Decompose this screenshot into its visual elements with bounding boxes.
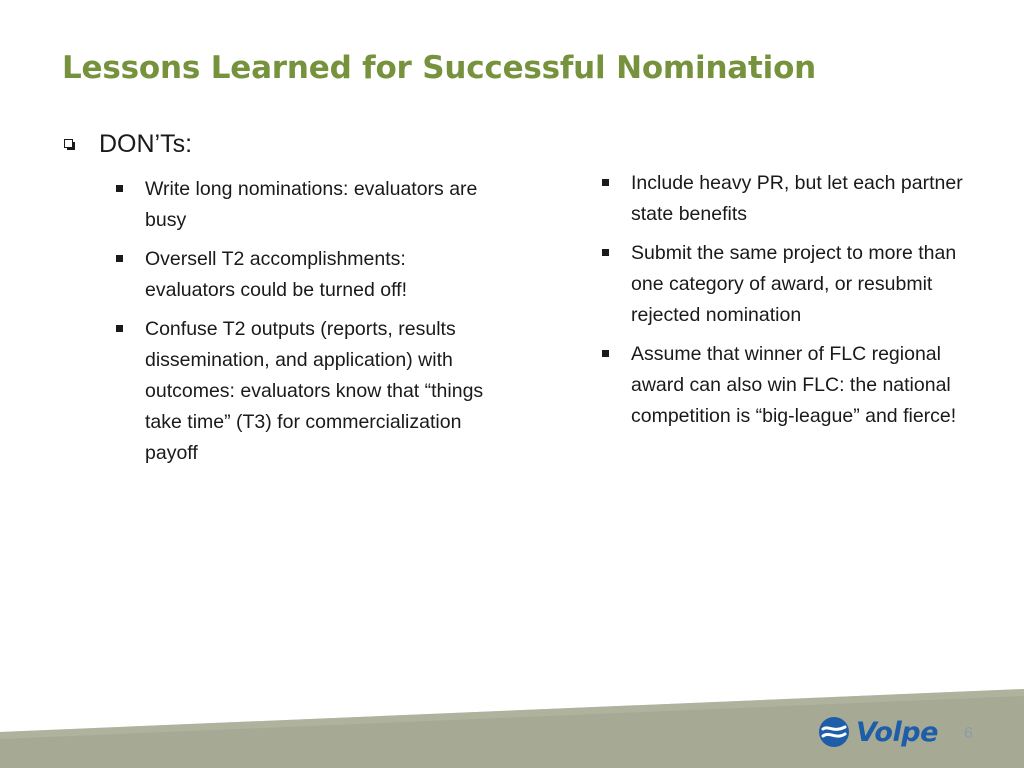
list-item [114, 244, 494, 306]
list-item-text: Confuse T2 outputs (reports, results dissemination, and application) with outcomes: evaluators know that “things take time” (T3) for commercialization payoff [145, 318, 484, 464]
filled-square-bullet-icon [116, 255, 123, 262]
filled-square-bullet-icon [116, 325, 123, 332]
list-item [114, 314, 494, 469]
shadowed-square-bullet-icon [64, 139, 75, 150]
logo-wordmark: Volpe [856, 716, 938, 748]
list-item [600, 238, 980, 331]
filled-square-bullet-icon [602, 179, 609, 186]
list-item [600, 168, 980, 230]
list-item-text: Submit the same project to more than one category of award, or resubmit rejected nomination [631, 242, 957, 326]
section-heading [64, 130, 192, 159]
left-bullet-list [114, 174, 494, 477]
list-item-text: Oversell T2 accomplishments: evaluators could be turned off! [145, 248, 407, 301]
list-item [600, 339, 980, 432]
list-item [114, 174, 494, 236]
list-item-text: Write long nominations: evaluators are busy [145, 178, 478, 231]
list-item-text: Assume that winner of FLC regional award can also win FLC: the national competition is “big-league” and fierce! [631, 343, 957, 427]
section-heading-text: DON’Ts: [99, 130, 193, 158]
filled-square-bullet-icon [602, 249, 609, 256]
volpe-logo-icon [818, 716, 850, 748]
page-title: Lessons Learned for Successful Nomination [62, 50, 817, 86]
page-number: 6 [964, 725, 973, 742]
filled-square-bullet-icon [116, 185, 123, 192]
filled-square-bullet-icon [602, 350, 609, 357]
volpe-logo [818, 716, 938, 748]
right-bullet-list [600, 168, 980, 440]
list-item-text: Include heavy PR, but let each partner state benefits [631, 172, 963, 225]
